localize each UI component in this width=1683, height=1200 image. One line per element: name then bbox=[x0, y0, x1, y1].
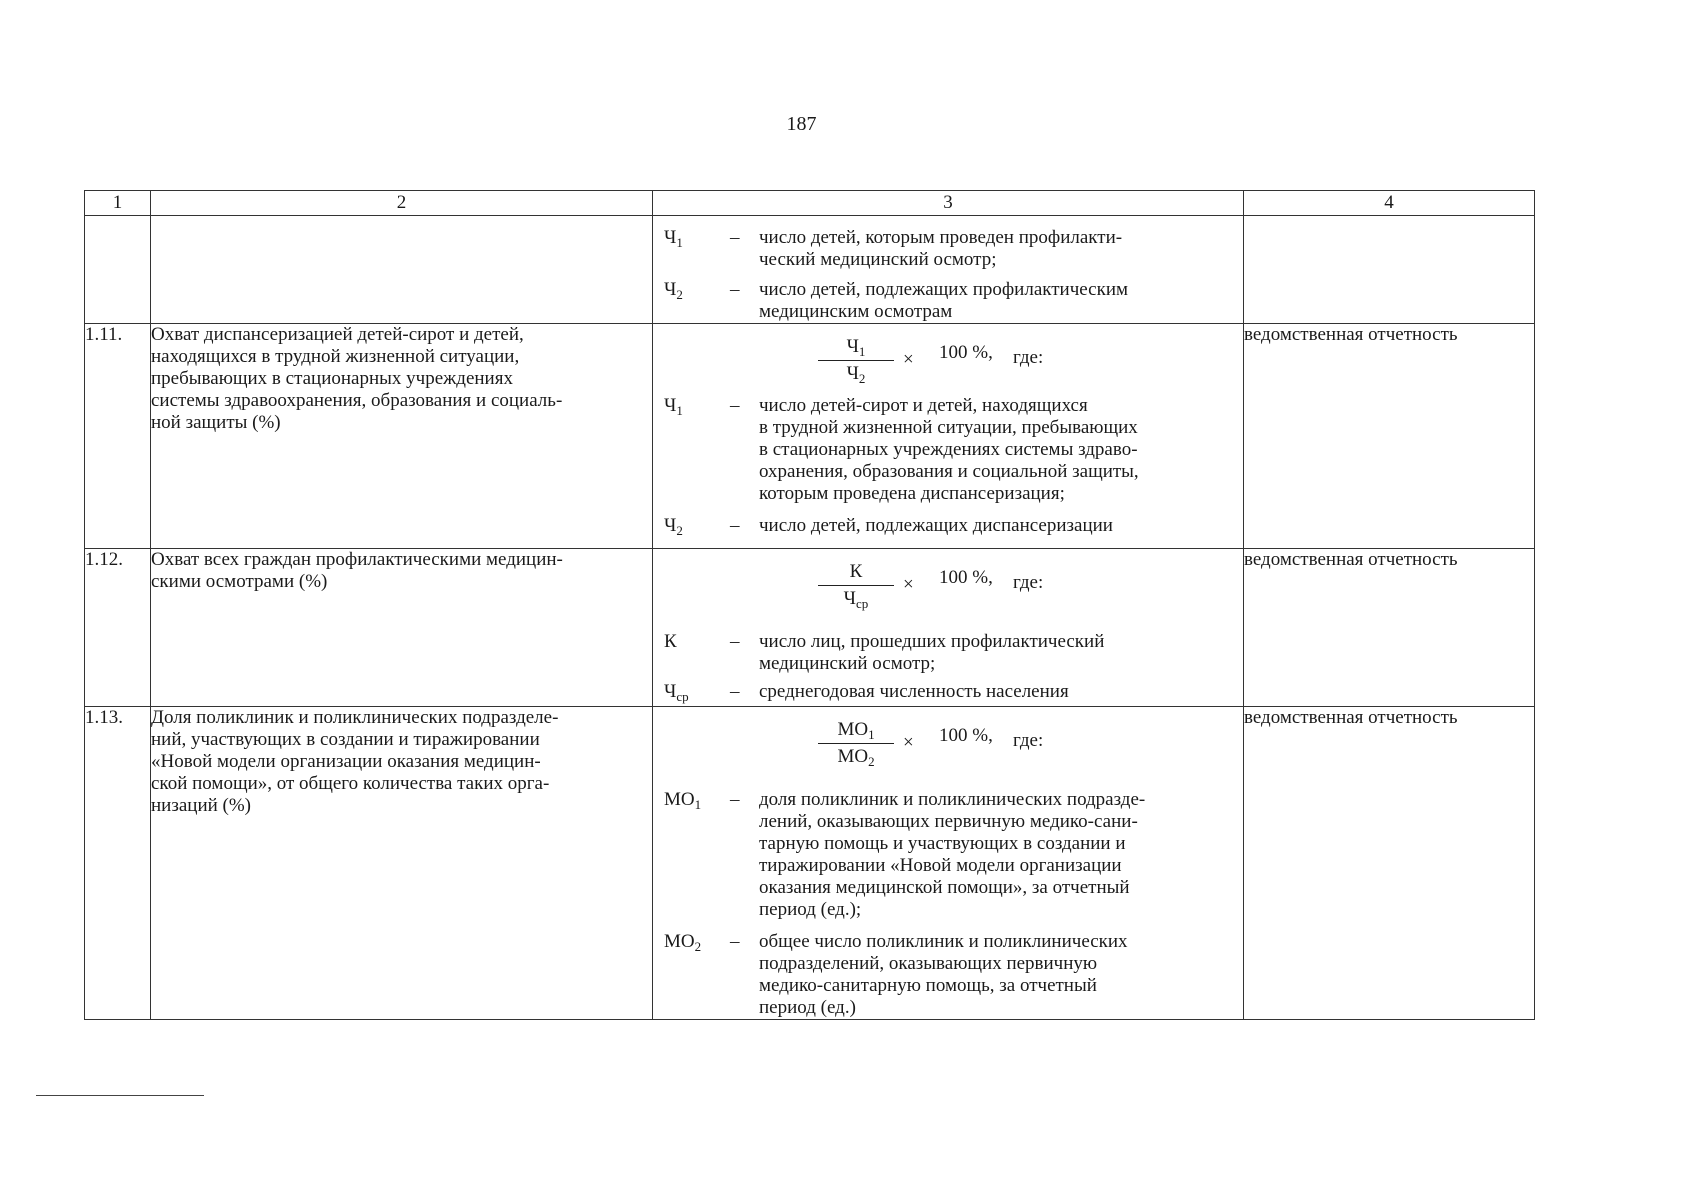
number-cell: 1.11. bbox=[85, 324, 151, 549]
definition-symbol: К bbox=[664, 631, 677, 652]
percent-value: 100 %, bbox=[939, 725, 993, 746]
definition bbox=[653, 227, 1243, 279]
fraction bbox=[818, 336, 894, 386]
definition-dash: – bbox=[730, 681, 740, 702]
table-row bbox=[85, 549, 1535, 707]
definition-text: число лиц, прошедших профилактический медицинский осмотр; bbox=[759, 631, 1105, 674]
definition-symbol: $Ч_2$ bbox=[664, 279, 683, 302]
where-label: где: bbox=[1013, 730, 1044, 751]
definition-dash: – bbox=[730, 631, 740, 652]
method-cell bbox=[653, 324, 1244, 549]
definition-dash: – bbox=[730, 395, 740, 416]
fraction bbox=[818, 719, 894, 769]
method-cell bbox=[653, 707, 1244, 1020]
source-cell: ведомственная отчетность bbox=[1244, 549, 1535, 707]
description-cell bbox=[151, 216, 653, 324]
continuation-row bbox=[85, 216, 1535, 324]
definition bbox=[653, 395, 1243, 515]
column-header: 1 bbox=[85, 191, 151, 216]
definition bbox=[653, 631, 1243, 681]
formula bbox=[653, 561, 1243, 631]
source-cell bbox=[1244, 216, 1535, 324]
where-label: где: bbox=[1013, 572, 1044, 593]
formula bbox=[653, 719, 1243, 789]
method-cell bbox=[653, 216, 1244, 324]
percent-value: 100 %, bbox=[939, 567, 993, 588]
definition bbox=[653, 279, 1243, 323]
definition-dash: – bbox=[730, 515, 740, 536]
page-number: 187 bbox=[786, 113, 817, 135]
times-sign: × bbox=[903, 732, 914, 753]
definition-dash: – bbox=[730, 789, 740, 810]
definition-dash: – bbox=[730, 279, 740, 300]
number-cell: 1.13. bbox=[85, 707, 151, 1020]
percent-value: 100 %, bbox=[939, 342, 993, 363]
definition-text: общее число поликлиник и поликлинических подразделений, оказывающих первичную медико-санитарную помощь, за отчетный период (ед.) bbox=[759, 931, 1128, 1018]
definition-symbol: $МО_1$ bbox=[664, 789, 702, 812]
source-cell: ведомственная отчетность bbox=[1244, 707, 1535, 1020]
where-label: где: bbox=[1013, 347, 1044, 368]
description-cell: Охват диспансеризацией детей-сирот и детей, находящихся в трудной жизненной ситуации, пребывающих в стационарных учреждениях системы здравоохранения, образования и социаль- ной защиты (%) bbox=[151, 324, 653, 549]
description-cell: Доля поликлиник и поликлинических подразделе- ний, участвующих в создании и тиражировании «Новой модели организации оказания медицин- ской помощи», от общего количества таких орга- низаций (%) bbox=[151, 707, 653, 1020]
definition-symbol: $МО_2$ bbox=[664, 931, 702, 954]
definition bbox=[653, 931, 1243, 1019]
definition-text: среднегодовая численность населения bbox=[759, 681, 1069, 702]
fraction-numerator: $МО_1$ bbox=[818, 719, 894, 744]
footnote-rule bbox=[36, 1095, 204, 1096]
definition bbox=[653, 681, 1243, 703]
indicators-table bbox=[84, 190, 1535, 1020]
description-cell: Охват всех граждан профилактическими медицин- скими осмотрами (%) bbox=[151, 549, 653, 707]
column-header: 3 bbox=[653, 191, 1244, 216]
definition-symbol: $Ч_{ср}$ bbox=[664, 681, 689, 704]
definition-dash: – bbox=[730, 227, 740, 248]
number-cell: 1.12. bbox=[85, 549, 151, 707]
table-row bbox=[85, 324, 1535, 549]
definition-text: число детей-сирот и детей, находящихся в трудной жизненной ситуации, пребывающих в стационарных учреждениях системы здраво- охранения, образования и социальной защиты, которым проведена диспансеризация; bbox=[759, 395, 1139, 504]
fraction-numerator: К bbox=[818, 561, 894, 586]
definition-text: доля поликлиник и поликлинических подразде- лений, оказывающих первичную медико-сани- тарную помощь и участвующих в создании и тиражировании «Новой модели организации оказания медицинской помощи», за отчетный период (ед.); bbox=[759, 789, 1146, 920]
definition bbox=[653, 515, 1243, 537]
times-sign: × bbox=[903, 349, 914, 370]
definition-dash: – bbox=[730, 931, 740, 952]
fraction-numerator: $Ч_1$ bbox=[818, 336, 894, 361]
formula bbox=[653, 336, 1243, 395]
definition bbox=[653, 789, 1243, 931]
times-sign: × bbox=[903, 574, 914, 595]
definition-symbol: $Ч_1$ bbox=[664, 227, 683, 250]
definition-text: число детей, подлежащих профилактическим медицинским осмотрам bbox=[759, 279, 1129, 322]
number-cell bbox=[85, 216, 151, 324]
fraction-denominator: $МО_2$ bbox=[837, 746, 875, 769]
table-row bbox=[85, 707, 1535, 1020]
fraction-denominator: $Ч_2$ bbox=[846, 363, 866, 386]
column-header: 2 bbox=[151, 191, 653, 216]
table-header-row bbox=[85, 191, 1535, 216]
fraction-denominator: $Ч_{ср}$ bbox=[843, 588, 869, 611]
method-cell bbox=[653, 549, 1244, 707]
source-cell: ведомственная отчетность bbox=[1244, 324, 1535, 549]
definition-text: число детей, подлежащих диспансеризации bbox=[759, 515, 1113, 536]
definition-symbol: $Ч_1$ bbox=[664, 395, 683, 418]
definition-symbol: $Ч_2$ bbox=[664, 515, 683, 538]
column-header: 4 bbox=[1244, 191, 1535, 216]
fraction bbox=[818, 561, 894, 611]
definition-text: число детей, которым проведен профилакти- ческий медицинский осмотр; bbox=[759, 227, 1123, 270]
